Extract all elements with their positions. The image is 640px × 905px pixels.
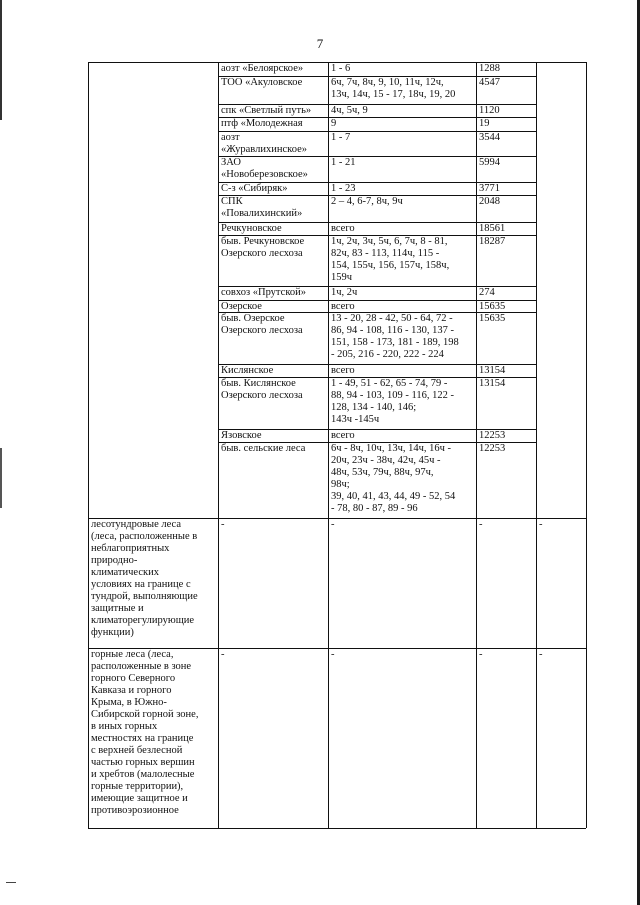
quarters-cell: 13 - 20, 28 - 42, 50 - 64, 72 - 86, 94 - 108, 116 - 130, 137 - 151, 158 - 173, 181 - 189, 198 - 205, 216 - 220, 222 - 224 — [331, 313, 459, 360]
scan-edge-left — [0, 0, 2, 120]
category-label-cell: лесотундровые леса (леса, расположенные в неблагоприятных природно- климатических условиях на границе с тундрой, выполняющие защитные и климаторегулирующие функции) — [91, 519, 198, 638]
quarters-cell: всего — [331, 301, 355, 312]
forest-name-cell: совхоз «Прутской» — [221, 287, 306, 298]
area-cell: 3544 — [479, 132, 500, 143]
forest-name-cell: Озерское — [221, 301, 262, 312]
quarters-cell: 2 – 4, 6-7, 8ч, 9ч — [331, 196, 403, 207]
quarters-cell: 6ч, 7ч, 8ч, 9, 10, 11ч, 12ч, 13ч, 14ч, 15 - 17, 18ч, 19, 20 — [331, 77, 456, 100]
quarters-cell: 1 - 49, 51 - 62, 65 - 74, 79 - 88, 94 - 103, 109 - 116, 122 - 128, 134 - 140, 146; 143ч -145ч — [331, 378, 454, 425]
quarters-cell: всего — [331, 365, 355, 376]
area-cell: 19 — [479, 118, 490, 129]
category-label-cell: горные леса (леса, расположенные в зоне горного Северного Кавказа и горного Крыма, в Южно- Сибирской горной зоне, в иных горных местностях на границе с верхней безлесной частью горных вершин и хребтов (малолесные горные территории), имеющие защитное и противоэрозионное — [91, 649, 199, 816]
quarters-cell: всего — [331, 430, 355, 441]
dash-cell: - — [539, 649, 543, 660]
forest-name-cell: Речкуновское — [221, 223, 282, 234]
column-rule-0 — [88, 62, 89, 828]
quarters-cell: 1ч, 2ч — [331, 287, 358, 298]
quarters-cell: 1ч, 2ч, 3ч, 5ч, 6, 7ч, 8 - 81, 82ч, 83 - 113, 114ч, 115 - 154, 155ч, 156, 157ч, 158ч, 159ч — [331, 236, 450, 283]
column-rule-1 — [218, 62, 219, 828]
forest-name-cell: птф «Молодежная — [221, 118, 303, 129]
forest-name-cell: аозт «Журавлихинское» — [221, 132, 307, 155]
dash-cell: - — [221, 519, 225, 530]
forest-name-cell: быв. сельские леса — [221, 443, 306, 454]
column-rule-3 — [476, 62, 477, 828]
area-cell: 18561 — [479, 223, 506, 234]
forest-name-cell: С-з «Сибиряк» — [221, 183, 288, 194]
area-cell: 15635 — [479, 301, 506, 312]
quarters-cell: 1 - 7 — [331, 132, 351, 143]
area-cell: 15635 — [479, 313, 506, 324]
area-cell: 12253 — [479, 443, 506, 454]
area-cell: 2048 — [479, 196, 500, 207]
quarters-cell: 9 — [331, 118, 337, 129]
area-cell: 3771 — [479, 183, 500, 194]
forest-name-cell: спк «Светлый путь» — [221, 105, 312, 116]
dash-cell: - — [539, 519, 543, 530]
area-cell: 13154 — [479, 365, 506, 376]
page-number: 7 — [316, 36, 324, 51]
dash-cell: - — [479, 649, 483, 660]
column-rule-4 — [536, 62, 537, 828]
quarters-cell: 1 - 23 — [331, 183, 356, 194]
forest-name-cell: Язовское — [221, 430, 262, 441]
forest-name-cell: аозт «Белоярское» — [221, 63, 304, 74]
forest-name-cell: Кислянское — [221, 365, 274, 376]
column-rule-5 — [586, 62, 587, 828]
forest-name-cell: ЗАО «Новоберезовское» — [221, 157, 308, 180]
scan-edge-left-lower — [0, 448, 2, 508]
area-cell: 12253 — [479, 430, 506, 441]
forest-name-cell: ТОО «Акуловское — [221, 77, 303, 88]
category-rule-2 — [88, 828, 586, 829]
quarters-cell: 1 - 6 — [331, 63, 351, 74]
dash-cell: - — [221, 649, 225, 660]
scan-mark — [6, 882, 16, 883]
forest-name-cell: быв. Кислянское Озерского лесхоза — [221, 378, 303, 401]
quarters-cell: 4ч, 5ч, 9 — [331, 105, 368, 116]
area-cell: 274 — [479, 287, 495, 298]
area-cell: 13154 — [479, 378, 506, 389]
area-cell: 4547 — [479, 77, 500, 88]
forest-name-cell: быв. Речкуновское Озерского лесхоза — [221, 236, 305, 259]
column-rule-2 — [328, 62, 329, 828]
area-cell: 1288 — [479, 63, 500, 74]
quarters-cell: 1 - 21 — [331, 157, 356, 168]
dash-cell: - — [331, 649, 335, 660]
area-cell: 1120 — [479, 105, 500, 116]
area-cell: 18287 — [479, 236, 506, 247]
dash-cell: - — [479, 519, 483, 530]
quarters-cell: 6ч - 8ч, 10ч, 13ч, 14ч, 16ч - 20ч, 23ч - 38ч, 42ч, 45ч - 48ч, 53ч, 79ч, 88ч, 97ч, 98ч; 39, 40, 41, 43, 44, 49 - 52, 54 - 78, 80 - 87, 89 - 96 — [331, 443, 456, 514]
forest-name-cell: быв. Озерское Озерского лесхоза — [221, 313, 303, 336]
forest-name-cell: СПК «Повалихинский» — [221, 196, 303, 219]
area-cell: 5994 — [479, 157, 500, 168]
quarters-cell: всего — [331, 223, 355, 234]
dash-cell: - — [331, 519, 335, 530]
